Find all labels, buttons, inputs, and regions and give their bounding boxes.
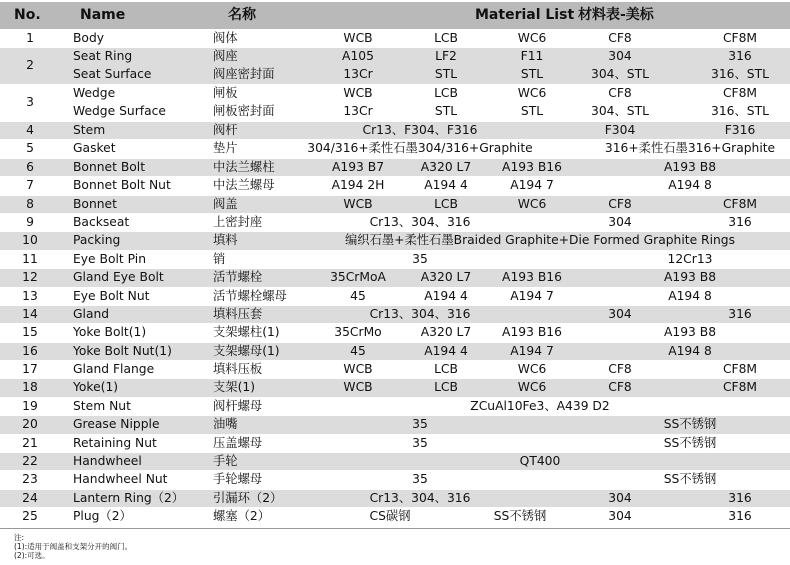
part-name: Stem: [73, 122, 106, 137]
material-value: 35: [412, 472, 428, 487]
part-name-cn: 阀体: [213, 31, 238, 45]
table-row: [0, 84, 790, 121]
part-name: Gland Flange: [73, 362, 155, 377]
row-number: 17: [22, 362, 38, 377]
material-value: WC6: [517, 31, 547, 45]
material-value: A194 2H: [331, 178, 385, 193]
row-number: 3: [26, 95, 34, 110]
row-number: 13: [22, 288, 38, 303]
material-value: A320 L7: [420, 159, 472, 174]
part-name: Wedge Surface: [73, 104, 166, 119]
material-value: A320 L7: [420, 325, 472, 340]
table-row: [0, 489, 790, 507]
row-number: 5: [26, 141, 34, 156]
part-name: Body: [73, 31, 105, 45]
part-name-cn: 阀盖: [213, 196, 238, 211]
table-row: [0, 139, 790, 157]
material-value: 304: [608, 214, 632, 229]
material-value: A194 7: [510, 178, 554, 193]
row-number: 24: [22, 490, 38, 505]
material-value: 316: [728, 214, 752, 229]
part-name-cn: 中法兰螺母: [213, 178, 275, 193]
row-number: 18: [22, 380, 38, 395]
material-value: WC6: [517, 196, 547, 211]
material-value: 35: [412, 435, 428, 450]
part-name-cn: 螺塞（2）: [213, 509, 271, 524]
part-name: Bonnet: [73, 196, 117, 211]
material-value: LF2: [435, 49, 457, 64]
material-value: 304/316+柔性石墨304/316+Graphite: [307, 141, 533, 156]
material-value: F316: [724, 122, 756, 137]
material-value: CF8M: [722, 31, 758, 45]
material-value: STL: [520, 67, 544, 82]
material-value: SS不锈钢: [493, 509, 547, 524]
notes: [14, 533, 132, 560]
part-name: Gland: [73, 306, 110, 321]
material-value: 35CrMo: [334, 325, 382, 340]
material-value: A105: [342, 49, 374, 64]
part-name-cn: 油嘴: [213, 417, 238, 432]
table-row: [0, 452, 790, 470]
part-name: Plug（2）: [73, 509, 132, 524]
table-row: [0, 287, 790, 305]
row-number: 21: [22, 435, 38, 450]
row-number: 2: [26, 58, 34, 73]
material-value: 35: [412, 251, 428, 266]
table-row: [0, 121, 790, 139]
material-value: LCB: [434, 86, 458, 101]
part-name: Handwheel: [73, 454, 142, 469]
part-name: Bonnet Bolt: [73, 159, 146, 174]
material-value: CS碳钢: [369, 509, 411, 524]
header-cn: 名称: [228, 7, 256, 23]
material-value: A193 B16: [502, 159, 562, 174]
material-value: 编织石墨+柔性石墨Braided Graphite+Die Formed Graphite Rings: [344, 233, 736, 248]
material-value: LCB: [434, 380, 458, 395]
material-value: 316: [728, 306, 752, 321]
part-name: Yoke(1): [73, 380, 119, 395]
table-row: [0, 250, 790, 268]
material-value: CF8M: [722, 86, 758, 101]
row-number: 25: [22, 509, 38, 524]
row-number: 11: [22, 251, 38, 266]
row-number: 15: [22, 325, 38, 340]
part-name-cn: 中法兰螺柱: [213, 159, 275, 174]
material-value: STL: [434, 104, 458, 119]
part-name: Lantern Ring（2）: [73, 490, 185, 505]
part-name: Retaining Nut: [73, 435, 157, 450]
material-value: 304: [608, 49, 632, 64]
material-value: 316+柔性石墨316+Graphite: [604, 141, 776, 156]
table-row: [0, 305, 790, 323]
table-row: [0, 47, 790, 84]
row-number: 12: [22, 270, 38, 285]
part-name: Grease Nipple: [73, 417, 160, 432]
material-value: A194 4: [424, 343, 468, 358]
part-name: Bonnet Bolt Nut: [73, 178, 171, 193]
material-value: 304: [608, 490, 632, 505]
part-name: Gland Eye Bolt: [73, 270, 164, 285]
material-value: Cr13、304、316: [369, 214, 471, 229]
part-name-cn: 填料压套: [213, 306, 263, 321]
row-number: 10: [22, 233, 38, 248]
material-value: F304: [604, 122, 636, 137]
part-name: Backseat: [73, 214, 130, 229]
table-row: [0, 195, 790, 213]
material-value: Cr13、F304、F316: [362, 122, 478, 137]
material-value: WCB: [343, 380, 373, 395]
table-row: [0, 507, 790, 525]
note-1: (1):适用于阀盖和支架分开的阀门。: [14, 542, 133, 551]
part-name: Wedge: [73, 86, 116, 101]
material-value: A193 B8: [663, 325, 717, 340]
material-value: A194 8: [668, 343, 712, 358]
material-value: 45: [350, 288, 366, 303]
material-value: WC6: [517, 380, 547, 395]
material-value: 35: [412, 417, 428, 432]
table-row: [0, 415, 790, 433]
part-name: Seat Surface: [73, 67, 152, 82]
material-value: 316、STL: [711, 67, 769, 82]
material-value: A193 B7: [331, 159, 385, 174]
material-value: A193 B16: [502, 270, 562, 285]
table-row: [0, 397, 790, 415]
material-value: CF8: [608, 86, 632, 101]
header-material-list: Material List: [475, 7, 575, 23]
material-value: CF8: [608, 380, 632, 395]
table-row: [0, 360, 790, 378]
material-value: STL: [434, 67, 458, 82]
part-name-cn: 手轮螺母: [213, 472, 263, 487]
material-value: 316: [728, 49, 752, 64]
part-name: Handwheel Nut: [73, 472, 168, 487]
table-row: [0, 323, 790, 341]
material-table: [0, 29, 790, 526]
part-name-cn: 活节螺栓螺母: [213, 288, 287, 303]
material-value: WCB: [343, 31, 373, 45]
material-value: WCB: [343, 362, 373, 377]
material-value: CF8: [608, 31, 632, 45]
table-row: [0, 213, 790, 231]
table-row: [0, 176, 790, 194]
material-value: CF8M: [722, 362, 758, 377]
material-value: QT400: [519, 454, 561, 469]
material-value: WCB: [343, 196, 373, 211]
material-value: LCB: [434, 31, 458, 45]
row-number: 4: [26, 122, 34, 137]
table-row: [0, 268, 790, 286]
table-row: [0, 231, 790, 249]
part-name-cn: 阀杆: [213, 122, 238, 137]
material-value: 304: [608, 306, 632, 321]
header-name: Name: [80, 7, 126, 23]
material-value: A193 B8: [663, 270, 717, 285]
part-name-cn: 阀座密封面: [213, 67, 275, 82]
material-value: ZCuAl10Fe3、A439 D2: [470, 398, 610, 413]
table-row: [0, 29, 790, 47]
part-name: Yoke Bolt(1): [73, 325, 147, 340]
row-number: 1: [26, 31, 34, 45]
note-2: (2):可选。: [14, 551, 50, 560]
row-number: 6: [26, 159, 34, 174]
material-value: A194 4: [424, 288, 468, 303]
material-value: A194 7: [510, 343, 554, 358]
part-name: Stem Nut: [73, 398, 131, 413]
part-name: Yoke Bolt Nut(1): [73, 343, 172, 358]
part-name-cn: 手轮: [213, 454, 238, 469]
material-value: A320 L7: [420, 270, 472, 285]
material-value: WC6: [517, 86, 547, 101]
part-name-cn: 压盖螺母: [213, 435, 263, 450]
material-value: A193 B8: [663, 159, 717, 174]
material-value: 316: [728, 509, 752, 524]
part-name-cn: 闸板: [213, 86, 238, 101]
part-name-cn: 填料: [213, 233, 238, 248]
material-value: 304: [608, 509, 632, 524]
material-value: CF8M: [722, 196, 758, 211]
notes-title: 注:: [14, 533, 25, 542]
material-value: Cr13、304、316: [369, 490, 471, 505]
part-name-cn: 上密封座: [213, 214, 263, 229]
material-value: CF8: [608, 196, 632, 211]
material-value: SS不锈钢: [663, 435, 717, 450]
material-value: A194 7: [510, 288, 554, 303]
material-value: 13Cr: [343, 104, 373, 119]
part-name-cn: 引漏环（2）: [213, 490, 283, 505]
part-name-cn: 活节螺栓: [213, 270, 263, 285]
table-row: [0, 342, 790, 360]
part-name: Seat Ring: [73, 49, 133, 64]
header-material-cn: 材料表-美标: [578, 7, 654, 23]
part-name-cn: 闸板密封面: [213, 104, 275, 119]
row-number: 22: [22, 454, 38, 469]
material-value: Cr13、304、316: [369, 306, 471, 321]
material-value: CF8: [608, 362, 632, 377]
row-number: 8: [26, 196, 34, 211]
material-value: F11: [520, 49, 544, 64]
row-number: 9: [26, 214, 34, 229]
part-name-cn: 支架螺柱(1): [213, 325, 280, 340]
part-name: Eye Bolt Pin: [73, 251, 146, 266]
header-no: No.: [14, 7, 41, 23]
material-value: 13Cr: [343, 67, 373, 82]
part-name-cn: 支架(1): [213, 380, 256, 395]
material-value: A194 8: [668, 288, 712, 303]
part-name-cn: 填料压板: [213, 362, 263, 377]
table-row: [0, 434, 790, 452]
part-name-cn: 销: [213, 251, 226, 266]
table-row: [0, 158, 790, 176]
material-value: STL: [520, 104, 544, 119]
material-value: A193 B16: [502, 325, 562, 340]
material-value: 35CrMoA: [330, 270, 386, 285]
material-value: 316、STL: [711, 104, 769, 119]
part-name-cn: 垫片: [213, 141, 238, 156]
row-number: 23: [22, 472, 38, 487]
part-name-cn: 阀杆螺母: [213, 398, 263, 413]
part-name: Packing: [73, 233, 121, 248]
row-number: 20: [22, 417, 38, 432]
row-number: 19: [22, 398, 38, 413]
part-name: Eye Bolt Nut: [73, 288, 150, 303]
material-value: WCB: [343, 86, 373, 101]
material-value: A194 4: [424, 178, 468, 193]
part-name: Gasket: [73, 141, 116, 156]
material-value: WC6: [517, 362, 547, 377]
material-value: SS不锈钢: [663, 472, 717, 487]
divider: [0, 528, 790, 529]
material-value: CF8M: [722, 380, 758, 395]
material-value: LCB: [434, 196, 458, 211]
material-value: 45: [350, 343, 366, 358]
row-number: 7: [26, 178, 34, 193]
part-name-cn: 阀座: [213, 49, 238, 64]
material-value: 304、STL: [591, 104, 649, 119]
material-value: A194 8: [668, 178, 712, 193]
table-row: [0, 378, 790, 396]
table-row: [0, 470, 790, 488]
material-value: LCB: [434, 362, 458, 377]
material-value: SS不锈钢: [663, 417, 717, 432]
part-name-cn: 支架螺母(1): [213, 343, 280, 358]
material-value: 304、STL: [591, 67, 649, 82]
material-value: 316: [728, 490, 752, 505]
table-header: [0, 2, 790, 29]
row-number: 16: [22, 343, 38, 358]
row-number: 14: [22, 306, 38, 321]
material-value: 12Cr13: [667, 251, 713, 266]
